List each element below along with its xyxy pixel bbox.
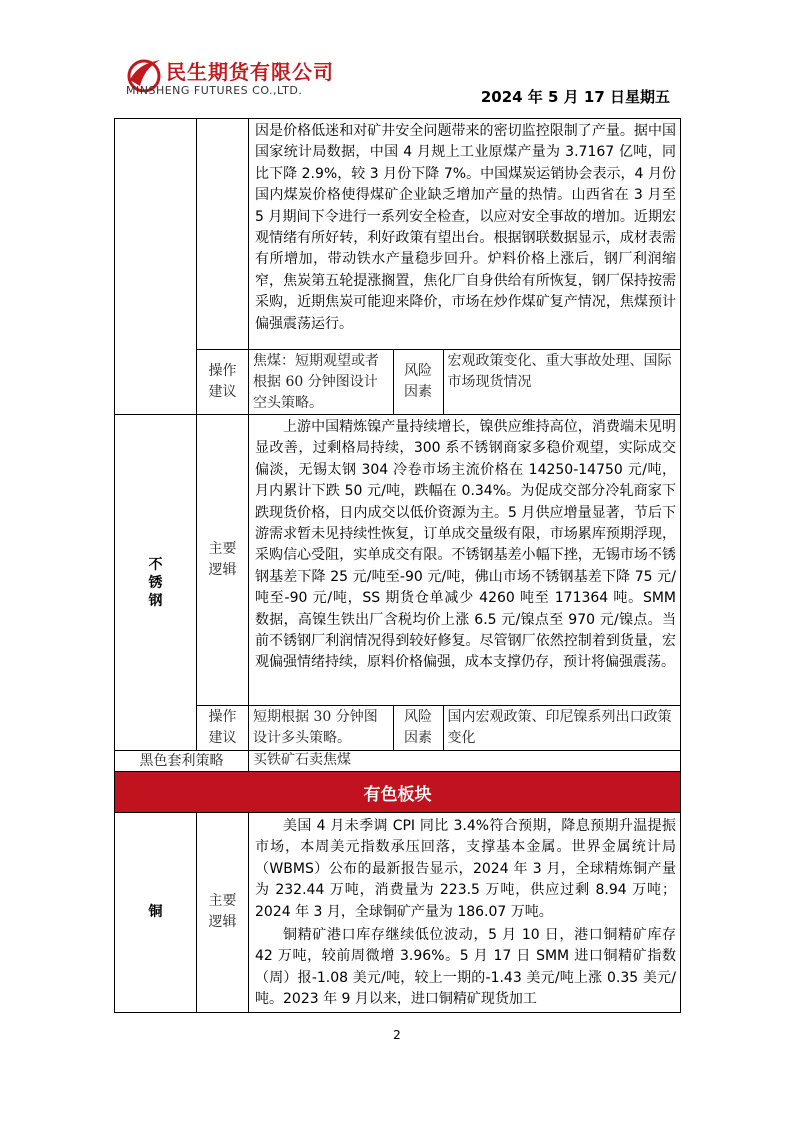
page-header [0, 0, 794, 118]
copper-category: 铜 [115, 813, 197, 1013]
coking-coal-op-label: 操作建议 [197, 350, 249, 415]
copper-logic-label: 主要逻辑 [197, 813, 249, 1013]
coking-coal-op-text: 焦煤：短期观望或者根据 60 分钟图设计空头策略。 [253, 353, 379, 411]
stainless-logic-label: 主要逻辑 [197, 415, 249, 706]
coking-coal-risk-text: 宏观政策变化、重大事故处理、国际市场现货情况 [447, 353, 672, 390]
coking-coal-operation-row [115, 350, 681, 415]
coking-coal-op-cell [249, 350, 681, 415]
report-date: 2024 年 5 月 17 日星期五 [480, 88, 670, 106]
stainless-risk-label: 风险因素 [393, 706, 443, 750]
stainless-op-label: 操作建议 [197, 706, 249, 751]
company-name-en: MINSHENG FUTURES CO.,LTD. [126, 84, 303, 97]
copper-logic-cell [249, 813, 681, 1013]
coking-coal-category-cell [115, 119, 197, 415]
stainless-logic-text: 上游中国精炼镍产量持续增长，镍供应维持高位，消费端未见明显改善，过剩格局持续，300 系不锈钢商家多稳价观望，实际成交偏淡，无锡太钢 304 冷卷市场主流价格在 14250-14750 元/吨，月内累计下跌 50 元/吨，跌幅在 0.34%。为促成交部分冷轧商家下跌现货价格，日内成交以低价资源为主。5 月供应增量显著，节后下游需求暂未见持续性恢复，订单成交量级有限，市场累库预期浮现，采购信心受阻，实单成交有限。不锈钢基差小幅下挫，无锡市场不锈钢基差下降 25 元/吨至-90 元/吨，佛山市场不锈钢基差下降 75 元/吨至-90 元/吨，SS 期货仓单减少 4260 吨至 171364 吨。SMM 数据，高镍生铁出厂含税均价上涨 6.5 元/镍点至 970 元/镍点。当前不锈钢厂利润情况得到较好修复。尽管钢厂依然控制着到货量，宏观偏强情绪持续，原料价格偏强，成本支撑仍存，预计将偏强震荡。 [255, 419, 676, 671]
company-name-cn: 民生期货有限公司 [166, 60, 334, 84]
report-table [114, 118, 681, 1013]
stainless-op-inner [249, 706, 680, 750]
stainless-risk-text: 国内宏观政策、印尼镍系列出口政策变化 [447, 709, 672, 746]
stainless-op-cell [249, 706, 681, 751]
coking-coal-risk-label: 风险因素 [393, 350, 443, 414]
stainless-category: 不锈钢 [115, 415, 197, 751]
nonferrous-section-row [115, 772, 681, 813]
coking-coal-op-inner [249, 350, 680, 414]
nonferrous-section-title: 有色板块 [115, 772, 681, 813]
black-arbitrage-row [115, 751, 681, 772]
coking-coal-logic-text: 因是价格低迷和对矿井安全问题带来的密切监控限制了产量。据中国国家统计局数据，中国 4 月规上工业原煤产量为 3.7167 亿吨，同比下降 2.9%，较 3 月份下降 7%。中国煤炭运销协会表示，4 月份国内煤炭价格使得煤矿企业缺乏增加产量的热情。山西省在 3 月至 5 月期间下令进行一系列安全检查，以应对安全事故的增加。近期宏观情绪有所好转，利好政策有望出台。根据钢联数据显示，成材表需有所增加，带动铁水产量稳步回升。炉料价格上涨后，钢厂利润缩窄，焦炭第五轮提涨搁置，焦化厂自身供给有所恢复，钢厂保持按需采购，近期焦炭可能迎来降价，市场在炒作煤矿复产情况，焦煤预计偏强震荡运行。 [255, 123, 676, 332]
coking-coal-logic-cell [249, 119, 681, 350]
copper-para-1: 美国 4 月未季调 CPI 同比 3.4%符合预期，降息预期升温提振市场，本周美元指数承压回落，支撑基本金属。世界金属统计局（WBMS）公布的最新报告显示，2024 年 3 月，全球精炼铜产量为 232.44 万吨，消费量为 223.5 万吨，供应过剩 8.94 万吨；2024 年 3 月，全球铜矿产量为 186.07 万吨。 [255, 818, 676, 920]
coking-coal-logic-row [115, 119, 681, 350]
coking-coal-logic-label-cell [197, 119, 249, 350]
company-logo [126, 52, 386, 106]
stainless-operation-row [115, 706, 681, 751]
stainless-op-text: 短期根据 30 分钟图设计多头策略。 [253, 709, 378, 746]
black-arbitrage-label: 黑色套利策略 [115, 751, 249, 772]
stainless-logic-cell [249, 415, 681, 706]
page-number: 2 [393, 1028, 401, 1042]
copper-para-2: 铜精矿港口库存继续低位波动，5 月 10 日，港口铜精矿库存 42 万吨，较前周微增 3.96%。5 月 17 日 SMM 进口铜精矿指数（周）报-1.08 美元/吨，较上一期的-1.43 美元/吨上涨 0.35 美元/吨。2023 年 9 月以来，进口铜精矿现货加工 [255, 927, 676, 1008]
copper-logic-row [115, 813, 681, 1013]
black-arbitrage-text: 买铁矿石卖焦煤 [253, 752, 351, 768]
stainless-logic-row [115, 415, 681, 706]
